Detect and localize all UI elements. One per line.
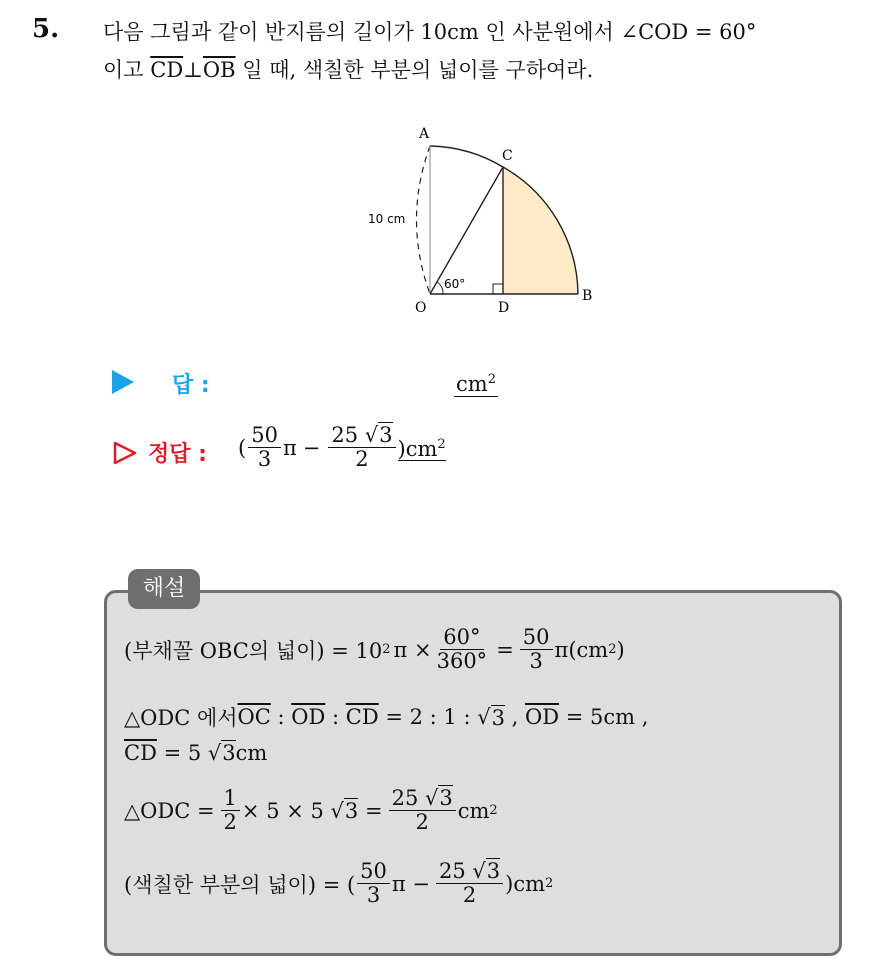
label-o: O	[415, 300, 427, 316]
text: = 2 : 1 : √	[378, 705, 491, 729]
solution-arrow-icon	[112, 440, 138, 466]
sqrt-value: 3	[344, 799, 359, 824]
open-paren: (	[238, 435, 247, 460]
denominator: 2	[415, 810, 429, 835]
fraction-60-360	[434, 626, 491, 673]
equals: =	[358, 798, 383, 823]
sqrt-value: 3	[222, 741, 236, 765]
denominator: 360°	[436, 649, 488, 674]
segment-cd: $\overline{CD}$	[150, 58, 184, 82]
explanation-line-1	[124, 626, 625, 673]
angle-arc	[437, 282, 443, 294]
num-part: 25 √	[391, 786, 439, 810]
fraction-50-3	[248, 424, 281, 471]
colon: :	[270, 705, 292, 729]
answer-label: 답 :	[172, 373, 210, 398]
explanation-line-3	[124, 740, 267, 765]
label-c: C	[502, 148, 513, 164]
explanation-line-5	[124, 860, 553, 907]
question-text: 이고	[103, 58, 151, 82]
denominator: 3	[366, 883, 381, 908]
text: △ODC =	[124, 798, 215, 823]
segment-oc: $\overline{OC}$	[237, 705, 271, 729]
question-line-2	[103, 54, 593, 84]
text: △ODC 에서	[124, 706, 238, 730]
num-part: 25	[331, 423, 359, 447]
num-part: 25 √	[438, 859, 486, 883]
numerator: 1	[221, 787, 240, 811]
question-line-1: 다음 그림과 같이 반지름의 길이가 10cm 인 사분원에서 ∠COD = 60°	[103, 20, 757, 44]
dashed-radius-arc	[417, 146, 431, 294]
segment-od: $\overline{OD}$	[524, 705, 560, 729]
power: 2	[382, 642, 391, 658]
answer-input-blank[interactable]	[454, 368, 498, 397]
segment-oc	[430, 167, 503, 294]
pi-symbol: π	[282, 435, 297, 460]
text: π −	[391, 871, 430, 896]
numerator: 50	[248, 424, 281, 448]
text: cm	[235, 740, 268, 765]
answer-unit: cm	[456, 372, 488, 396]
fraction-50-3	[520, 626, 553, 673]
label-b: B	[582, 288, 593, 304]
question-number: 5.	[32, 14, 60, 44]
power: 2	[489, 803, 498, 819]
numerator	[389, 787, 456, 811]
right-angle-mark	[493, 284, 503, 294]
solution-expression	[238, 424, 446, 471]
power: 2	[608, 642, 617, 658]
text: π ×	[393, 637, 432, 662]
denominator: 3	[529, 649, 543, 674]
label-d: D	[498, 300, 510, 316]
solution-unit	[398, 434, 446, 461]
explanation-line-4	[124, 787, 498, 834]
sqrt-value: 3	[379, 423, 393, 447]
answer-arrow-icon	[112, 370, 134, 394]
segment-cd: $\overline{CD}$	[124, 740, 157, 765]
numerator: 25 √3	[328, 424, 395, 448]
unit-text: )cm	[397, 437, 438, 462]
colon: :	[325, 705, 346, 729]
label-a: A	[419, 126, 430, 142]
text: × 5 × 5 √	[241, 798, 344, 823]
segment-cd: $\overline{CD}$	[345, 705, 379, 729]
solution-label: 정답 :	[148, 442, 207, 467]
numerator: 60°	[440, 626, 483, 650]
segment-ob: $\overline{OB}$	[202, 58, 236, 82]
answer-unit-power: 2	[487, 372, 496, 387]
numerator: 50	[357, 860, 390, 884]
angle-label: 60°	[444, 277, 466, 291]
quarter-circle-figure	[355, 122, 615, 322]
text: (부채꼴 OBC의 넓이) = 10	[124, 638, 383, 663]
denominator: 2	[223, 810, 237, 835]
shaded-region	[503, 167, 578, 294]
text: )	[616, 637, 625, 662]
fraction-25root3-2	[389, 787, 456, 834]
sqrt-value: 3	[486, 859, 501, 883]
fraction-50-3	[357, 860, 390, 907]
sqrt-value: 3	[439, 786, 453, 810]
arc-ac-dashed	[430, 146, 503, 167]
text: = 5 √	[156, 740, 222, 765]
fraction-25root3-2	[328, 424, 395, 471]
text: ,	[504, 705, 525, 729]
fraction-1-2	[221, 787, 240, 834]
numerator	[436, 860, 503, 884]
segment-od: $\overline{OD}$	[291, 705, 326, 729]
fraction-25root3-2	[436, 860, 503, 907]
numerator: 50	[520, 626, 553, 650]
denominator: 3	[257, 447, 272, 472]
minus-sign: −	[302, 435, 321, 460]
radius-label: 10 cm	[368, 212, 406, 226]
denominator: 2	[462, 883, 477, 908]
unit-power: 2	[437, 437, 446, 453]
explanation-tab: 해설	[128, 569, 200, 609]
question-text: 일 때, 색칠한 부분의 넓이를 구하여라.	[235, 58, 594, 82]
equals: =	[496, 637, 514, 662]
explanation-line-2	[124, 702, 648, 732]
denominator: 2	[355, 447, 369, 472]
text: (색칠한 부분의 넓이) = (	[124, 872, 356, 897]
perpendicular-symbol: ⊥	[183, 58, 203, 82]
text: cm	[457, 798, 490, 823]
text: π(cm	[554, 637, 609, 662]
power: 2	[545, 876, 554, 892]
sqrt-value: 3	[491, 705, 505, 730]
text: )cm	[505, 871, 546, 896]
text: = 5cm ,	[559, 705, 649, 729]
